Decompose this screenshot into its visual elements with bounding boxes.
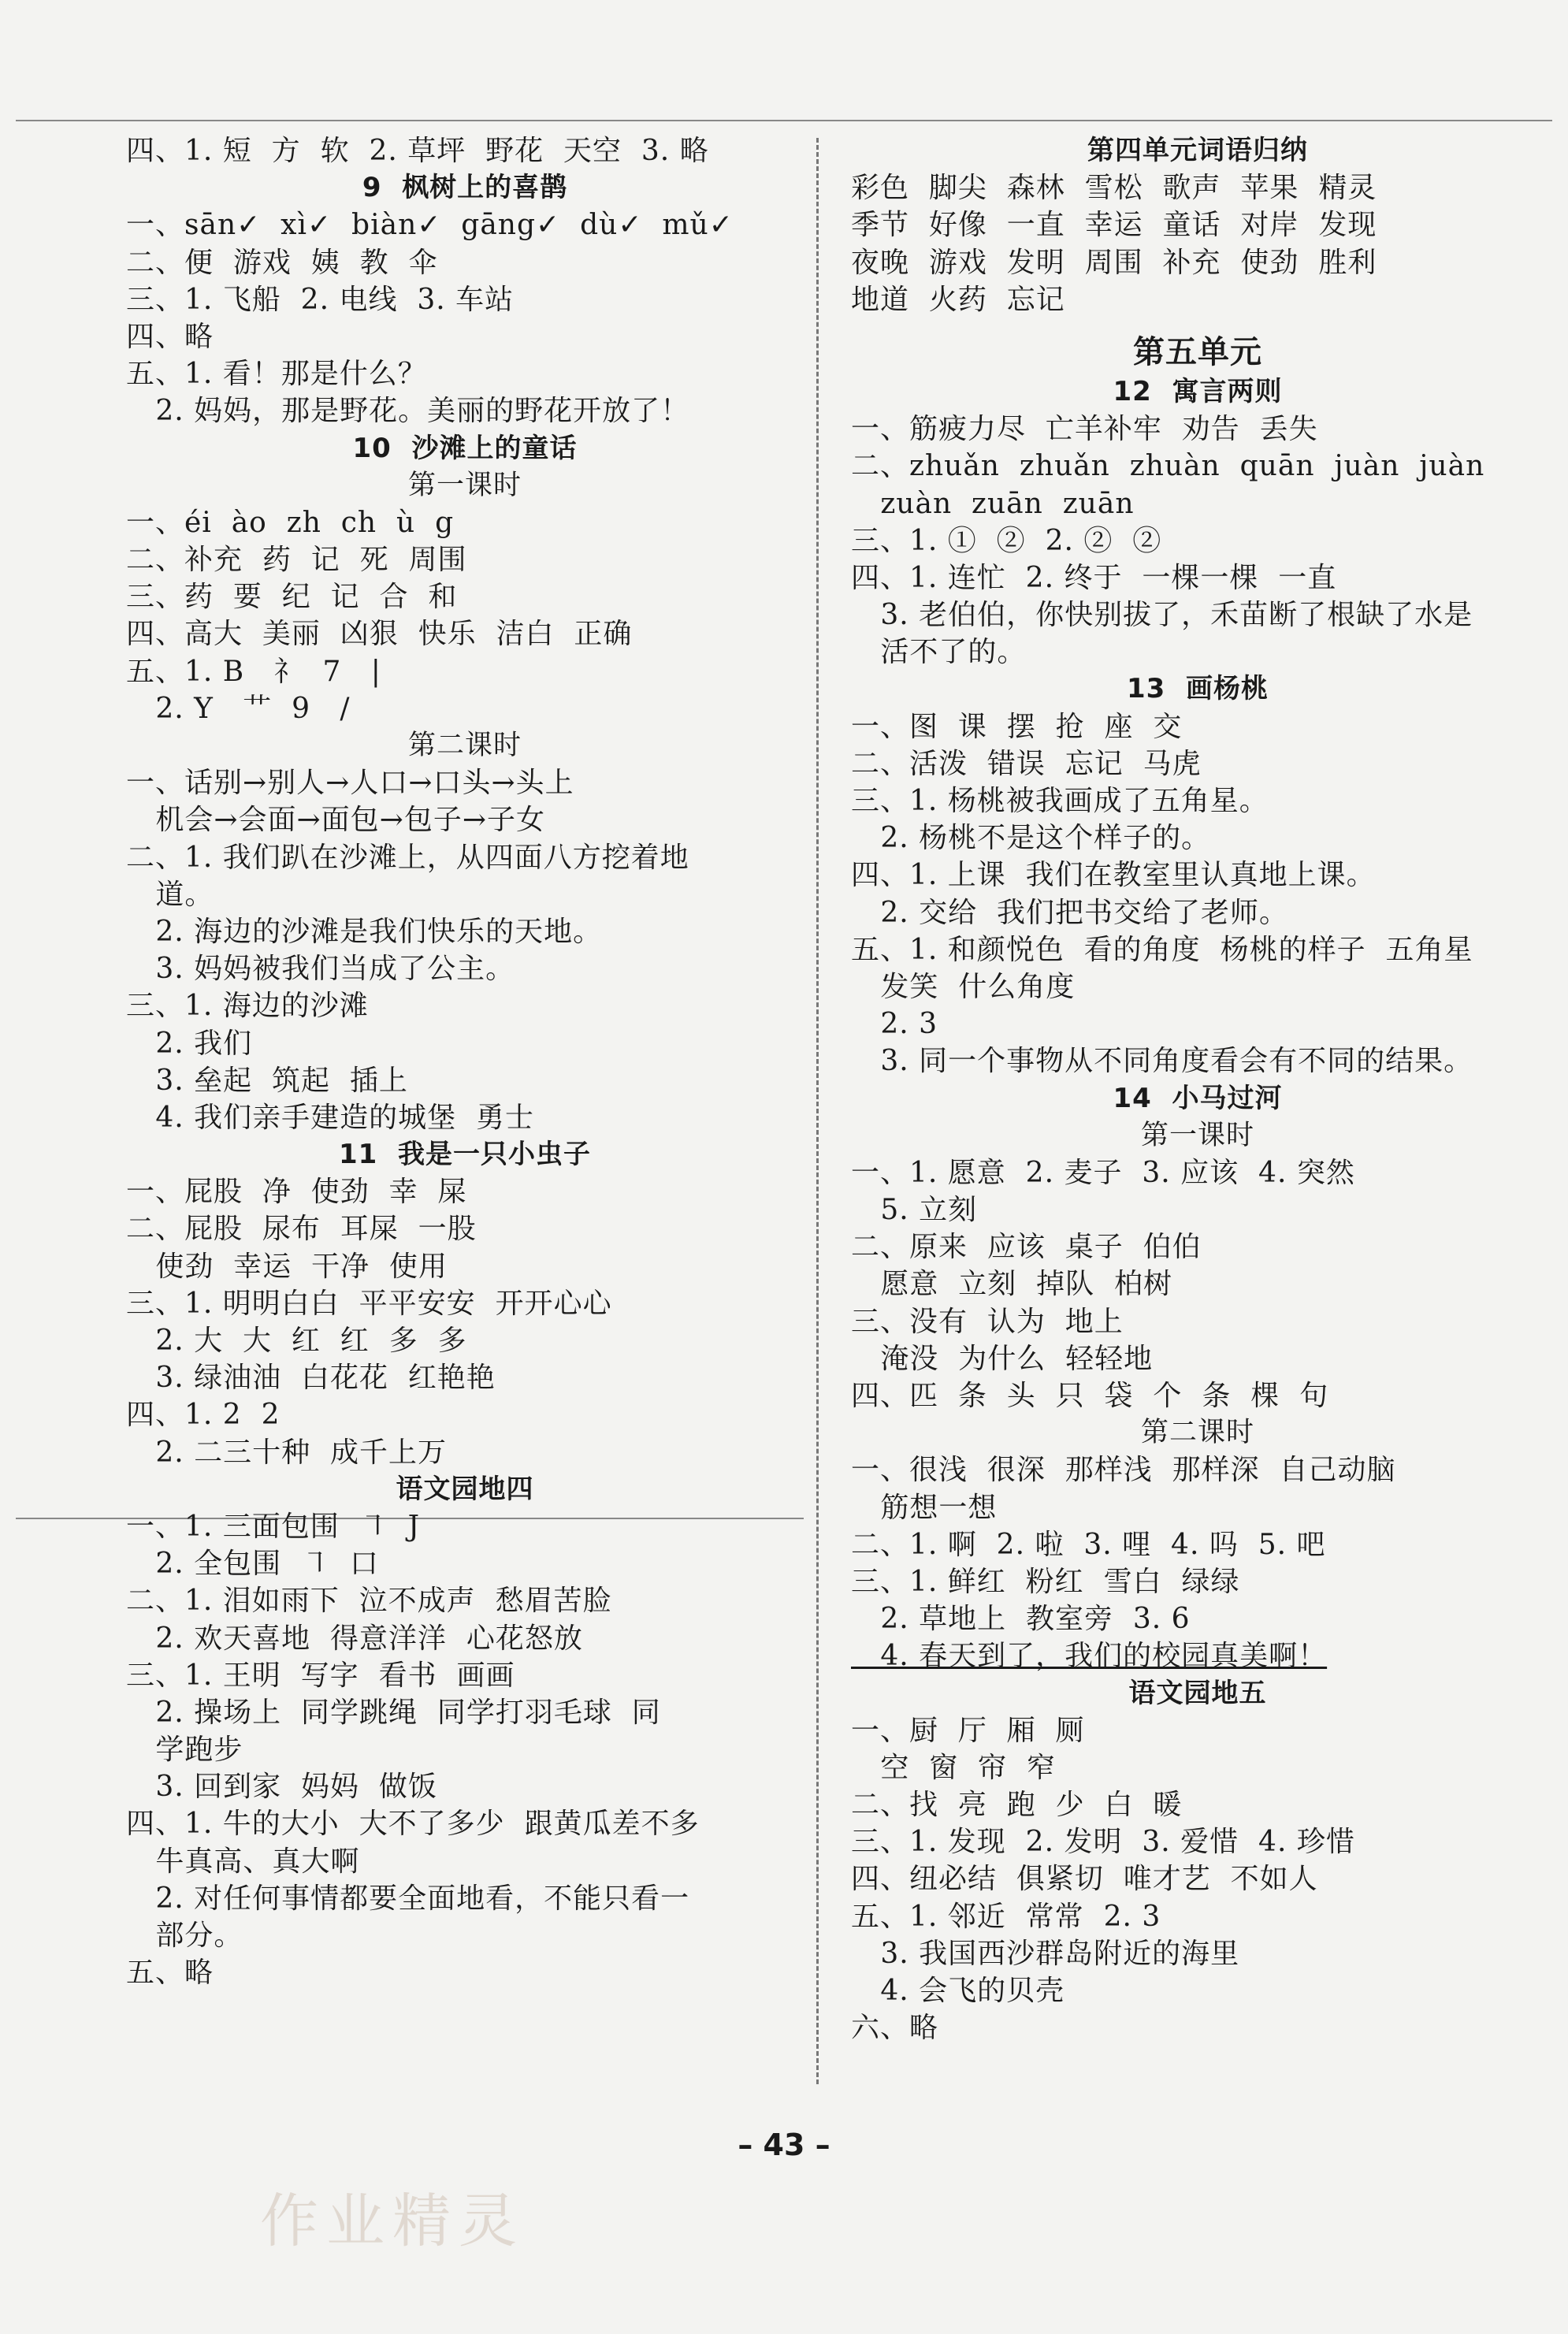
right-heading: 第五单元 [1133,333,1262,370]
left-answer-line: 二、屁股 尿布 耳屎 一股 [126,1213,477,1246]
left-answer-line: 学跑步 [126,1734,243,1767]
left-heading: 语文园地四 [396,1473,534,1505]
left-answer-line: 2. 大 大 红 红 多 多 [126,1325,467,1357]
right-answer-line: 三、1. ① ② 2. ② ② [851,524,1162,557]
right-answer-line: 空 窗 帘 窄 [851,1751,1056,1784]
left-answer-line: 二、便 游戏 姨 教 伞 [126,246,438,279]
left-answer-line: 三、1. 飞船 2. 电线 3. 车站 [126,283,515,316]
right-answer-line: 筋想一想 [851,1491,998,1524]
left-answer-line: 3. 妈妈被我们当成了公主。 [126,953,515,986]
top-rule [16,120,1552,121]
right-answer-line: 2. 3 [851,1008,938,1041]
right-answer-line: 一、图 课 摆 抢 座 交 [851,710,1183,743]
right-answer-line: 发笑 什么角度 [851,970,1076,1003]
left-answer-line: 2. 我们 [126,1027,253,1060]
right-answer-line: 四、匹 条 头 只 袋 个 条 棵 句 [851,1380,1329,1412]
right-heading: 14 小马过河 [1113,1082,1283,1114]
left-answer-line: 五、1. 看！那是什么？ [126,358,427,391]
left-answer-line: 二、1. 泪如雨下 泣不成声 愁眉苦脸 [126,1585,612,1618]
right-heading: 12 寓言两则 [1113,375,1283,407]
left-answer-line: 2. 欢天喜地 得意洋洋 心花怒放 [126,1622,583,1655]
left-answer-line: 三、1. 海边的沙滩 [126,990,369,1023]
right-answer-line: 一、很浅 很深 那样浅 那样深 自己动脑 [851,1454,1396,1487]
right-answer-line: 四、纽必结 俱紧切 唯才艺 不如人 [851,1863,1318,1896]
page-number: – 43 – [738,2128,830,2162]
column-divider [816,138,819,2084]
left-answer-line: 四、高大 美丽 凶狠 快乐 洁白 正确 [126,618,633,651]
right-answer-line: 4. 会飞的贝壳 [851,1975,1065,2007]
left-answer-line: 2. 全包围 ㇕ 口 [126,1548,379,1581]
right-answer-line: 六、略 [851,2012,939,2045]
left-answer-line: 2. 海边的沙滩是我们快乐的天地。 [126,915,603,948]
left-answer-line: 道。 [126,878,214,911]
right-answer-line: zuàn zuān zuān [851,487,1135,520]
left-answer-line: 三、1. 王明 写字 看书 画画 [126,1659,515,1692]
left-answer-line: 使劲 幸运 干净 使用 [126,1250,448,1283]
left-answer-line: 四、略 [126,320,214,353]
right-answer-line: 活不了的。 [851,636,1027,669]
watermark: 作业精灵 [260,2187,525,2255]
right-answer-line: 3. 同一个事物从不同角度看会有不同的结果。 [851,1045,1473,1078]
left-answer-line: 一、1. 三面包围 ㇕ J [126,1510,420,1543]
left-subheading: 第一课时 [407,469,522,501]
left-answer-line: 部分。 [126,1920,243,1952]
right-answer-line: 二、原来 应该 桌子 伯伯 [851,1231,1202,1264]
right-answer-line: 淹没 为什么 轻轻地 [851,1342,1154,1375]
left-answer-line: 3. 绿油油 白花花 红艳艳 [126,1362,496,1395]
left-answer-line: 一、sān✓ xì✓ biàn✓ gāng✓ dù✓ mǔ✓ [126,209,734,242]
right-answer-line: 三、1. 杨桃被我画成了五角星。 [851,785,1269,817]
left-answer-line: 2. 二三十种 成千上万 [126,1436,448,1469]
left-heading: 11 我是一只小虫子 [339,1139,591,1171]
left-answer-line: 三、药 要 纪 记 合 和 [126,581,458,614]
left-answer-line: 二、补充 药 记 死 周围 [126,544,467,577]
left-answer-line: 一、话别→别人→人口→口头→头上 [126,767,574,800]
right-answer-line: 2. 交给 我们把书交给了老师。 [851,896,1289,929]
right-heading: 13 画杨桃 [1127,673,1269,705]
right-answer-line: 季节 好像 一直 幸运 童话 对岸 发现 [851,209,1377,242]
left-answer-line: 2. 对任何事情都要全面地看，不能只看一 [126,1882,690,1915]
right-answer-line: 一、1. 愿意 2. 麦子 3. 应该 4. 突然 [851,1156,1355,1189]
right-answer-line: 2. 草地上 教室旁 3. 6 [851,1603,1191,1636]
right-answer-line: 3. 我国西沙群岛附近的海里 [851,1937,1240,1970]
right-answer-line: 二、1. 啊 2. 啦 3. 哩 4. 吗 5. 吧 [851,1528,1326,1561]
right-answer-line: 3. 老伯伯，你快别拔了，禾苗断了根缺了水是 [851,599,1473,632]
right-answer-line: 一、厨 厅 厢 厕 [851,1714,1085,1747]
right-answer-line: 彩色 脚尖 森林 雪松 歌声 苹果 精灵 [851,172,1377,205]
left-column [126,132,804,1991]
left-answer-line: 2. 操场上 同学跳绳 同学打羽毛球 同 [126,1696,661,1729]
left-answer-line: 3. 垒起 筑起 插上 [126,1064,408,1097]
left-answer-line: 3. 回到家 妈妈 做饭 [126,1771,437,1804]
left-answer-line: 三、1. 明明白白 平平安安 开开心心 [126,1287,612,1320]
right-answer-line: 夜晚 游戏 发明 周围 补充 使劲 胜利 [851,246,1377,279]
right-heading: 语文园地五 [1128,1677,1267,1709]
left-answer-line: 四、1. 短 方 软 2. 草坪 野花 天空 3. 略 [126,135,709,167]
right-answer-line: 四、1. 连忙 2. 终于 一棵一棵 一直 [851,561,1337,594]
right-answer-line: 4. 春天到了，我们的校园真美啊！ [851,1640,1328,1673]
left-answer-line: 五、1. B 礻 7 | [126,655,381,688]
right-answer-line: 五、1. 邻近 常常 2. 3 [851,1900,1161,1933]
right-answer-line: 一、筋疲力尽 亡羊补牢 劝告 丢失 [851,413,1318,446]
left-answer-line: 一、屁股 净 使劲 幸 屎 [126,1176,467,1209]
left-answer-line: 一、éi ào zh ch ù g [126,506,455,539]
left-answer-line: 牛真高、真大啊 [126,1845,360,1878]
right-answer-line: 三、1. 鲜红 粉红 雪白 绿绿 [851,1565,1240,1598]
left-answer-line: 五、略 [126,1957,214,1990]
left-answer-line: 四、1. 2 2 [126,1399,281,1432]
right-answer-line: 三、没有 认为 地上 [851,1305,1124,1338]
right-answer-line: 三、1. 发现 2. 发明 3. 爱惜 4. 珍惜 [851,1826,1355,1859]
left-subheading: 第二课时 [407,730,522,761]
right-heading: 第四单元词语归纳 [1087,135,1308,166]
left-answer-line: 四、1. 牛的大小 大不了多少 跟黄瓜差不多 [126,1808,700,1841]
left-answer-line: 二、1. 我们趴在沙滩上，从四面八方挖着地 [126,841,689,874]
right-answer-line: 地道 火药 忘记 [851,283,1065,316]
right-column [851,132,1544,2046]
left-answer-line: 2. 妈妈，那是野花。美丽的野花开放了！ [126,395,690,428]
left-answer-line: 2. Y 艹 9 / [126,692,351,725]
left-heading: 10 沙滩上的童话 [352,432,578,464]
right-subheading: 第一课时 [1140,1119,1254,1151]
left-heading: 9 枫树上的喜鹊 [362,172,568,204]
right-answer-line: 五、1. 和颜悦色 看的角度 杨桃的样子 五角星 [851,933,1473,966]
right-answer-line: 二、zhuǎn zhuǎn zhuàn quān juàn juàn [851,450,1485,483]
right-answer-line: 愿意 立刻 掉队 柏树 [851,1268,1172,1301]
right-subheading: 第二课时 [1140,1417,1254,1449]
left-answer-line: 机会→会面→面包→包子→子女 [126,804,545,837]
right-answer-line: 2. 杨桃不是这个样子的。 [851,822,1211,855]
right-answer-line: 二、找 亮 跑 少 白 暖 [851,1789,1183,1822]
left-answer-line: 4. 我们亲手建造的城堡 勇士 [126,1101,535,1134]
right-answer-line: 5. 立刻 [851,1194,978,1227]
right-answer-line: 四、1. 上课 我们在教室里认真地上课。 [851,859,1376,892]
right-answer-line: 二、活泼 错误 忘记 马虎 [851,747,1202,780]
